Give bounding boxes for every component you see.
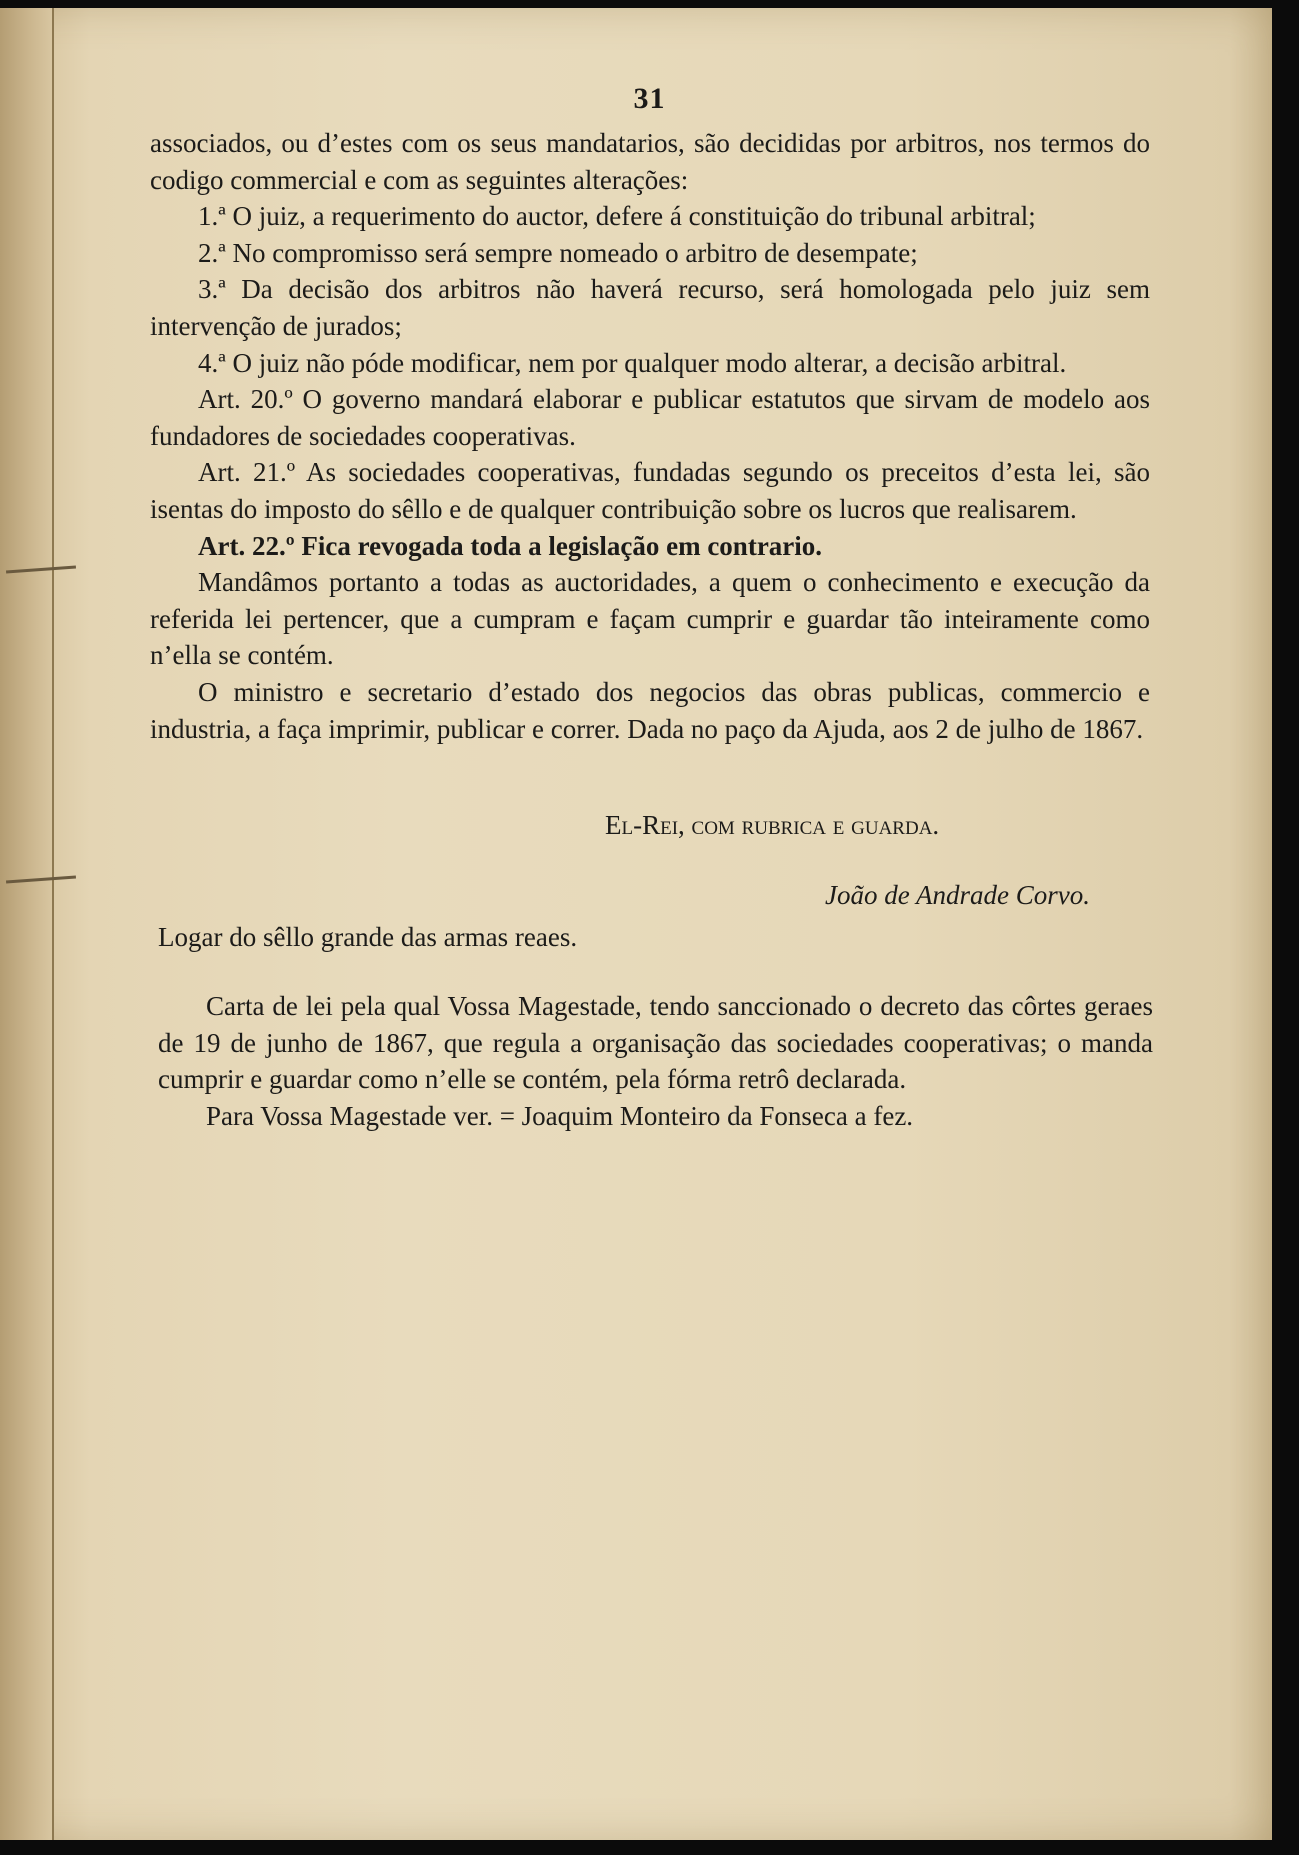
- article-22: Art. 22.º Fica revogada toda a legislação em contrario.: [198, 530, 823, 561]
- body-text: [150, 125, 1150, 747]
- minister-signature: João de Andrade Corvo.: [825, 880, 1090, 910]
- paragraph: 2.ª No compromisso será sempre nomeado o arbitro de desempate;: [198, 237, 918, 268]
- article-20: Art. 20.º O governo mandará elaborar e publicar estatutos que sirvam de modelo aos fundadores de sociedades cooperativas.: [150, 384, 1150, 451]
- paragraph: Mandâmos portanto a todas as auctoridades, a quem o conhecimento e execução da referida lei pertencer, que a cumpram e façam cumprir e guardar tão inteiramente como n’ella se contém.: [150, 567, 1150, 671]
- seal-note: Logar do sêllo grande das armas reaes.: [158, 922, 578, 952]
- paragraph: 4.ª O juiz não póde modificar, nem por qualquer modo alterar, a decisão arbitral.: [198, 347, 1067, 378]
- closing-text: [158, 988, 1153, 1134]
- king-signature: El-Rei, com rubrica e guarda.: [605, 810, 940, 840]
- article-21: Art. 21.º As sociedades cooperativas, fundadas segundo os preceitos d’esta lei, são isentas do imposto do sêllo e de qualquer contribuição sobre os lucros que realisarem.: [150, 457, 1150, 524]
- closing-paragraph: Carta de lei pela qual Vossa Magestade, tendo sanccionado o decreto das côrtes geraes de 19 de junho de 1867, que regula a organisação das sociedades cooperativas; o manda cumprir e guardar como n’elle se contém, pela fórma retrô declarada.: [158, 991, 1153, 1095]
- page-gutter: [0, 8, 54, 1840]
- paragraph: 1.ª O juiz, a requerimento do auctor, defere á constituição do tribunal arbitral;: [198, 201, 1036, 232]
- page-number: 31: [633, 82, 666, 115]
- paragraph: 3.ª Da decisão dos arbitros não haverá recurso, será homologada pelo juiz sem intervenção de jurados;: [150, 274, 1150, 341]
- closing-paragraph: Para Vossa Magestade ver. = Joaquim Monteiro da Fonseca a fez.: [206, 1100, 914, 1131]
- paragraph: O ministro e secretario d’estado dos negocios das obras publicas, commercio e industria, a faça imprimir, publicar e correr. Dada no paço da Ajuda, aos 2 de julho de 1867.: [150, 676, 1150, 744]
- paragraph: associados, ou d’estes com os seus mandatarios, são decididas por arbitros, nos termos do codigo commercial e com as seguintes alterações:: [150, 128, 1150, 195]
